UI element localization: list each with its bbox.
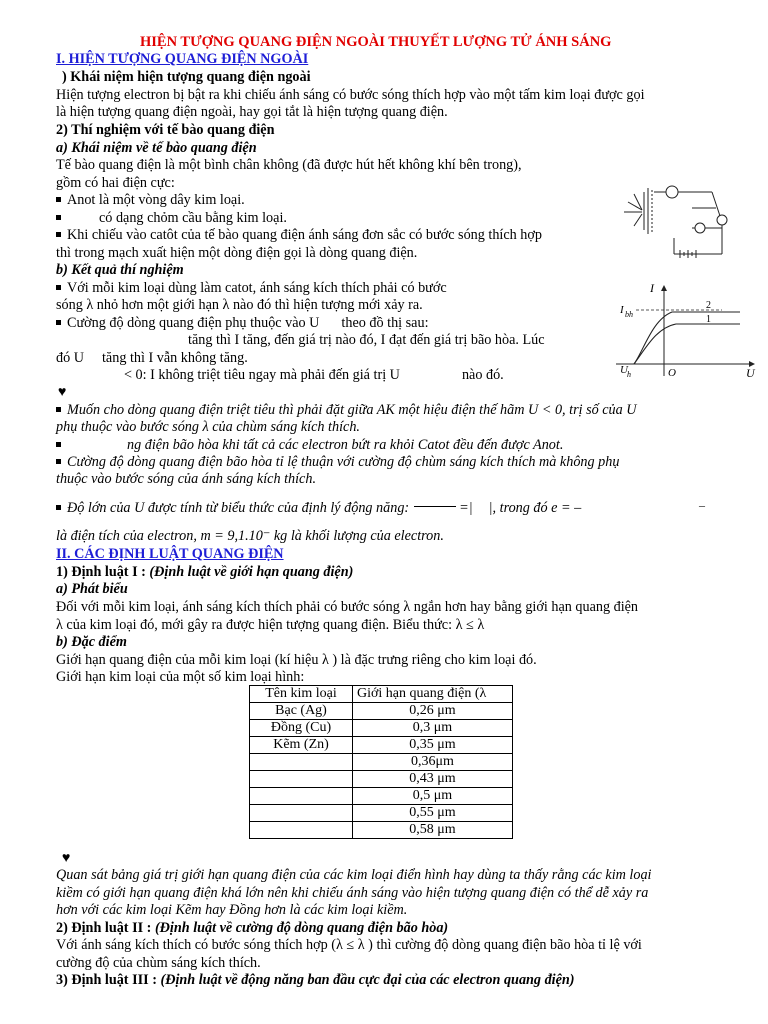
paragraph-line: Giới hạn quang điện của mỗi kim loại (kí hiệu λ ) là đặc trưng riêng cho kim loại đó.: [56, 652, 537, 668]
table-header: Tên kim loại: [250, 686, 353, 703]
bullet-icon: [56, 232, 61, 237]
paragraph-line: là điện tích của electron, m = 9,1.10⁻ kg là khối lượng của electron.: [56, 528, 444, 544]
table-cell: [250, 771, 353, 788]
table-row: [250, 805, 513, 822]
section-2-heading-text: II. CÁC ĐỊNH LUẬT QUANG ĐIỆN: [56, 546, 284, 562]
u-axis-label: U: [746, 366, 755, 380]
subheading-b: b) Đặc điểm: [56, 634, 127, 650]
bullet-text: có dạng chỏm cầu bằng kim loại.: [99, 210, 287, 226]
paragraph-line: kiềm có giới hạn quang điện khá lớn nên khi chiếu ánh sáng vào hiện tượng quang điện có thể dễ xảy ra: [56, 885, 649, 901]
uh-label: U: [620, 364, 628, 376]
bullet-line: [56, 437, 563, 454]
bullet-icon: [56, 505, 61, 510]
paragraph-line: λ của kim loại đó, mới gây ra được hiện tượng quang điện. Biểu thức: λ ≤ λ: [56, 617, 485, 633]
uh-subscript: h: [627, 370, 631, 379]
subheading-a: a) Khái niệm về tế bào quang điện: [56, 140, 257, 156]
table-row: [250, 771, 513, 788]
table-row: [250, 788, 513, 805]
section-1-heading: [56, 51, 308, 68]
law-2-heading: [56, 920, 448, 937]
law-3-heading: [56, 972, 575, 989]
bullet-icon: [56, 442, 61, 447]
text: đó U: [56, 350, 84, 366]
limits-table: [249, 685, 513, 839]
paragraph-line: hơn với các kim loại Kẽm hay Đồng hơn là các kim loại kiềm.: [56, 902, 408, 918]
table-cell: 0,5 μm: [353, 788, 513, 805]
law-1-heading: [56, 564, 353, 581]
paragraph-line: Giới hạn kim loại của một số kim loại hình:: [56, 669, 305, 685]
superscript-minus: –: [699, 498, 705, 512]
paragraph-line: thuộc vào bước sóng của ánh sáng kích thích.: [56, 471, 316, 487]
bullet-text: Cường độ dòng quang điện bão hòa tỉ lệ thuận với cường độ chùm sáng kích thích mà không phụ: [67, 454, 620, 470]
photocell-circuit-diagram: [612, 168, 740, 268]
section-2-heading: [56, 546, 284, 563]
bullet-line: [56, 280, 447, 297]
bullet-line: [56, 210, 287, 227]
bullet-text: Độ lớn của U được tính từ biểu thức của định lý động năng:: [67, 500, 410, 516]
bullet-line: [56, 454, 619, 471]
text: 3) Định luật III :: [56, 972, 157, 988]
bullet-icon: [56, 215, 61, 220]
table-row: [250, 703, 513, 720]
paragraph-line: sóng λ nhỏ hơn một giới hạn λ nào đó thì hiện tượng mới xảy ra.: [56, 297, 423, 313]
table-row: [250, 754, 513, 771]
bullet-text: Anot là một vòng dây kim loại.: [67, 192, 245, 208]
bullet-text: Khi chiếu vào catôt của tế bào quang điện ánh sáng đơn sắc có bước sóng thích hợp: [67, 227, 542, 243]
text: nào đó.: [461, 367, 504, 383]
table-row: [250, 822, 513, 839]
table-cell: 0,36μm: [353, 754, 513, 771]
paragraph-line: Quan sát bảng giá trị giới hạn quang điện của các kim loại điển hình hay dùng ta thấy rằng các kim loại: [56, 867, 652, 883]
curve-1-label: 1: [706, 314, 711, 325]
paragraph-line: Hiện tượng electron bị bật ra khi chiếu ánh sáng có bước sóng thích hợp vào một tấm kim loại được gọi: [56, 87, 645, 103]
subheading-b: b) Kết quả thí nghiệm: [56, 262, 184, 278]
paragraph-line: là hiện tượng quang điện ngoài, hay gọi tắt là hiện tượng quang điện.: [56, 104, 448, 120]
bullet-line: [56, 315, 429, 332]
bullet-text: Với mỗi kim loại dùng làm catot, ánh sáng kích thích phải có bước: [67, 280, 447, 296]
fraction-line: [414, 506, 456, 507]
subheading-concept: ) Khái niệm hiện tượng quang điện ngoài: [62, 69, 311, 85]
table-cell: 0,43 μm: [353, 771, 513, 788]
subheading-a: a) Phát biểu: [56, 581, 128, 597]
bullet-text: ng điện bão hòa khi tất cả các electron bứt ra khỏi Catot đều đến được Anot.: [127, 437, 564, 453]
table-cell: 0,26 μm: [353, 703, 513, 720]
text: tăng thì I vẫn không tăng.: [101, 350, 248, 366]
table-row: [250, 720, 513, 737]
ibh-subscript: bh: [625, 310, 633, 319]
text: (Định luật về cường độ dòng quang điện bão hòa): [154, 920, 449, 936]
bullet-line: [56, 500, 581, 517]
table-cell: Đồng (Cu): [250, 720, 353, 737]
text: |, trong đó e = –: [488, 500, 582, 516]
table-cell: Kẽm (Zn): [250, 737, 353, 754]
paragraph-line: phụ thuộc vào bước sóng λ của chùm sáng kích thích.: [56, 419, 360, 435]
text: (Định luật về động năng ban đầu cực đại của các electron quang điện): [160, 972, 575, 988]
bullet-icon: [56, 459, 61, 464]
bullet-text: theo đồ thị sau:: [341, 315, 429, 331]
paragraph-line: tăng thì I tăng, đến giá trị nào đó, I đạt đến giá trị bão hòa. Lúc: [188, 332, 545, 348]
heart-icon: ♥: [62, 850, 71, 866]
paragraph-line: Với ánh sáng kích thích có bước sóng thích hợp (λ ≤ λ ) thì cường độ dòng quang điện bão hòa tỉ lệ với: [56, 937, 642, 953]
table-cell: 0,58 μm: [353, 822, 513, 839]
section-1-heading-text: I. HIỆN TƯỢNG QUANG ĐIỆN NGOÀI: [56, 51, 309, 67]
bullet-text: Muốn cho dòng quang điện triệt tiêu thì phải đặt giữa AK một hiệu điện thế hãm U < 0, trị số của U: [67, 402, 637, 418]
table-cell: 0,3 μm: [353, 720, 513, 737]
bullet-icon: [56, 407, 61, 412]
table-cell: [250, 788, 353, 805]
bullet-icon: [56, 197, 61, 202]
paragraph-line: thì trong mạch xuất hiện một dòng điện gọi là dòng quang điện.: [56, 245, 418, 261]
table-cell: 0,35 μm: [353, 737, 513, 754]
text: =|: [459, 500, 473, 516]
bullet-line: [56, 227, 542, 244]
table-cell: 0,55 μm: [353, 805, 513, 822]
table-cell: Bạc (Ag): [250, 703, 353, 720]
paragraph-line: gồm có hai điện cực:: [56, 175, 175, 191]
bullet-icon: [56, 320, 61, 325]
paragraph-line: [124, 367, 504, 384]
paragraph-line: cường độ của chùm sáng kích thích.: [56, 955, 261, 971]
table-header: Giới hạn quang điện (λ: [353, 686, 513, 703]
bullet-line: [56, 402, 637, 419]
table-header-row: [250, 686, 513, 703]
heart-icon: ♥: [58, 384, 67, 400]
curve-2-label: 2: [706, 300, 711, 311]
paragraph-line: Tế bào quang điện là một bình chân không (đã được hút hết không khí bên trong),: [56, 157, 522, 173]
text: (Định luật về giới hạn quang điện): [149, 564, 354, 580]
text: < 0: I không triệt tiêu ngay mà phải đến giá trị U: [124, 367, 400, 383]
bullet-icon: [56, 285, 61, 290]
ibh-label: I: [620, 304, 624, 316]
bullet-text: Cường độ dòng quang điện phụ thuộc vào U: [67, 315, 320, 331]
paragraph-line: Đối với mỗi kim loại, ánh sáng kích thích phải có bước sóng λ ngắn hơn hay bằng giới hạn quang điện: [56, 599, 639, 615]
table-cell: [250, 754, 353, 771]
curve-2: [634, 312, 740, 364]
bullet-line: [56, 192, 245, 209]
text: 1) Định luật I :: [56, 564, 146, 580]
current-voltage-graph: [612, 280, 760, 380]
origin-label: O: [668, 367, 676, 379]
text: 2) Định luật II :: [56, 920, 152, 936]
table-cell: [250, 805, 353, 822]
page-title: HIỆN TƯỢNG QUANG ĐIỆN NGOÀI THUYẾT LƯỢNG TỬ ÁNH SÁNG: [140, 34, 612, 50]
subheading-experiment: 2) Thí nghiệm với tế bào quang điện: [56, 122, 275, 138]
table-cell: [250, 822, 353, 839]
curve-1: [634, 324, 740, 364]
i-axis-label: I: [650, 281, 654, 295]
paragraph-line: [56, 350, 248, 367]
table-row: [250, 737, 513, 754]
